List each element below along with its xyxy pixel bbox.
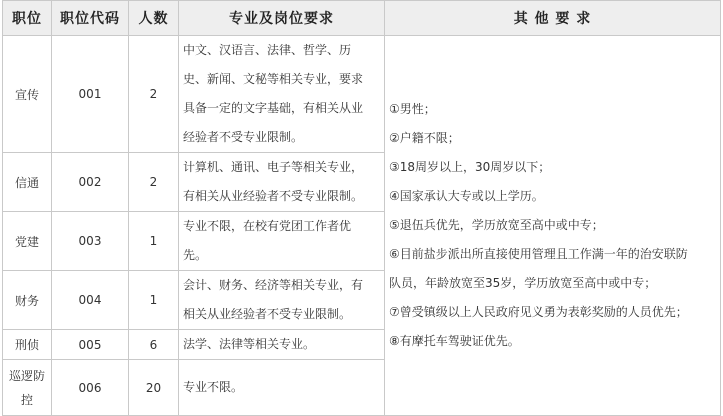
code-cell: 006 xyxy=(52,360,129,416)
requirement-line: 史、新闻、文秘等相关专业，要求 xyxy=(183,72,364,86)
other-requirement-item: ④国家承认大专或以上学历。 xyxy=(389,189,544,203)
requirement-line: 经验者不受专业限制。 xyxy=(183,130,304,144)
requirement-line: 专业不限，在校有党团工作者优 xyxy=(183,219,352,233)
header-code: 职位代码 xyxy=(52,1,129,36)
count-cell: 20 xyxy=(129,360,179,416)
header-requirements: 专业及岗位要求 xyxy=(179,1,385,36)
other-requirements-cell xyxy=(385,36,721,416)
other-requirement-item: ①男性； xyxy=(389,102,436,116)
position-cell: 巡逻防控 xyxy=(3,360,52,416)
requirement-line: 计算机、通讯、电子等相关专业， xyxy=(183,160,364,174)
code-cell: 002 xyxy=(52,153,129,212)
header-count: 人数 xyxy=(129,1,179,36)
requirement-cell xyxy=(179,36,385,153)
requirement-cell xyxy=(179,271,385,330)
count-cell: 6 xyxy=(129,330,179,360)
other-requirement-item: ⑦曾受镇级以上人民政府见义勇为表彰奖励的人员优先； xyxy=(389,305,688,319)
count-cell: 2 xyxy=(129,153,179,212)
requirement-line: 中文、汉语言、法律、哲学、历 xyxy=(183,43,352,57)
requirement-line: 法学、法律等相关专业。 xyxy=(183,337,316,351)
code-cell: 001 xyxy=(52,36,129,153)
table-row xyxy=(3,36,721,153)
requirement-cell xyxy=(179,330,385,360)
requirement-line: 会计、财务、经济等相关专业，有 xyxy=(183,278,364,292)
other-requirement-item: ⑤退伍兵优先，学历放宽至高中或中专； xyxy=(389,218,604,232)
requirement-cell xyxy=(179,360,385,416)
other-requirement-item: ③18周岁以上，30周岁以下； xyxy=(389,160,551,174)
position-cell: 党建 xyxy=(3,212,52,271)
requirement-line: 先。 xyxy=(183,248,208,262)
job-requirements-table xyxy=(2,0,721,416)
position-cell: 财务 xyxy=(3,271,52,330)
code-cell: 004 xyxy=(52,271,129,330)
position-cell: 刑侦 xyxy=(3,330,52,360)
other-requirement-item: ⑥目前盐步派出所直接使用管理且工作满一年的治安联防 xyxy=(389,247,688,261)
count-cell: 1 xyxy=(129,271,179,330)
code-cell: 005 xyxy=(52,330,129,360)
other-requirement-item: ②户籍不限； xyxy=(389,131,460,145)
requirement-cell xyxy=(179,212,385,271)
other-requirement-item: ⑧有摩托车驾驶证优先。 xyxy=(389,334,520,348)
position-cell: 宣传 xyxy=(3,36,52,153)
code-cell: 003 xyxy=(52,212,129,271)
other-requirement-item: 队员，年龄放宽至35岁，学历放宽至高中或中专； xyxy=(389,276,657,290)
requirement-line: 相关从业经验者不受专业限制。 xyxy=(183,307,352,321)
header-position: 职位 xyxy=(3,1,52,36)
count-cell: 2 xyxy=(129,36,179,153)
header-other: 其 他 要 求 xyxy=(385,1,721,36)
requirement-line: 有相关从业经验者不受专业限制。 xyxy=(183,189,364,203)
requirement-line: 专业不限。 xyxy=(183,380,244,394)
requirement-cell xyxy=(179,153,385,212)
header-row xyxy=(3,1,721,36)
count-cell: 1 xyxy=(129,212,179,271)
requirement-line: 具备一定的文字基础，有相关从业 xyxy=(183,101,364,115)
position-cell: 信通 xyxy=(3,153,52,212)
